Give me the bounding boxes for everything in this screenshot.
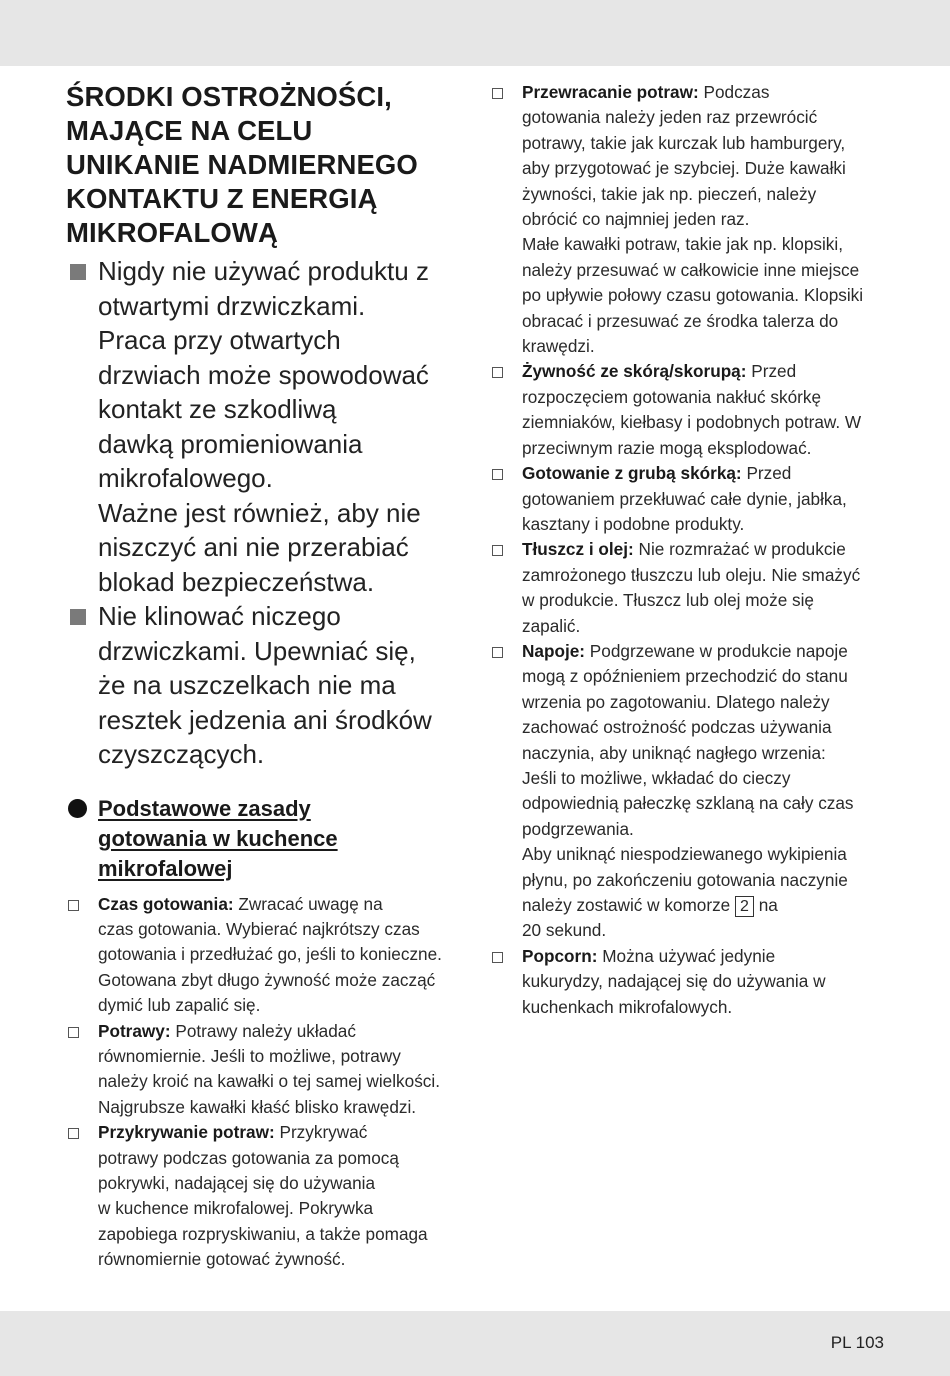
list-item: Tłuszcz i olej: Nie rozmrażać w produkcie zamrożonego tłuszczu lub oleju. Nie smażyć w produkcie. Tłuszcz lub olej może się zapalić. bbox=[490, 537, 888, 639]
item-term: Czas gotowania: bbox=[98, 893, 234, 914]
item-term: Przykrywanie potraw: bbox=[98, 1122, 275, 1143]
list-item: Przykrywanie potraw: Przykrywać potrawy podczas gotowania za pomocą pokrywki, nadającej się do używania w kuchence mikrofalowej. Pokrywka zapobiega rozpryskiwaniu, a także pomaga równomiernie gotować żywność. bbox=[66, 1120, 462, 1272]
right-column bbox=[490, 80, 888, 1020]
heading-line: KONTAKTU Z ENERGIĄ bbox=[66, 183, 378, 214]
cooking-rules-list bbox=[66, 892, 462, 1273]
warning-paragraph: Nie klinować niczego drzwiczkami. Upewniać się, że na uszczelkach nie ma resztek jedzenia ani środków czyszczących. bbox=[98, 601, 432, 769]
heading-line: ŚRODKI OSTROŻNOŚCI, bbox=[66, 81, 392, 112]
warning-list bbox=[66, 254, 462, 772]
checkbox-bullet-icon bbox=[492, 647, 503, 658]
item-term: Przewracanie potraw: bbox=[522, 82, 699, 102]
list-item: Gotowanie z grubą skórką: Przed gotowaniem przekłuwać całe dynie, jabłka, kasztany i podobne produkty. bbox=[490, 461, 888, 537]
chamber-number-badge: 2 bbox=[735, 896, 754, 917]
heading-line: MAJĄCE NA CELU bbox=[66, 115, 313, 146]
list-item: Czas gotowania: Zwracać uwagę na czas gotowania. Wybierać najkrótszy czas gotowania i przedłużać go, jeśli to konieczne. Gotowana zbyt długo żywność może zacząć dymić lub zapalić się. bbox=[66, 892, 462, 1019]
left-column bbox=[66, 80, 462, 1273]
item-term: Popcorn: bbox=[522, 945, 598, 966]
warning-item bbox=[66, 254, 462, 599]
list-item: Żywność ze skórą/skorupą: Przed rozpoczęciem gotowania nakłuć skórkę ziemniaków, kiełbasy i podobnych potraw. W przeciwnym razie mogą eksplodować. bbox=[490, 359, 888, 461]
item-term: Tłuszcz i olej: bbox=[522, 539, 634, 560]
footer-band bbox=[0, 1311, 950, 1376]
checkbox-bullet-icon bbox=[68, 1128, 79, 1139]
heading-line: MIKROFALOWĄ bbox=[66, 217, 278, 248]
checkbox-bullet-icon bbox=[492, 469, 503, 480]
checkbox-bullet-icon bbox=[492, 952, 503, 963]
checkbox-bullet-icon bbox=[492, 545, 503, 556]
item-term: Potrawy: bbox=[98, 1020, 171, 1041]
header-band bbox=[0, 0, 950, 66]
square-bullet-icon bbox=[70, 264, 86, 280]
checkbox-bullet-icon bbox=[492, 367, 503, 378]
list-item: Przewracanie potraw: Podczas gotowania należy jeden raz przewrócić potrawy, takie jak kurczak lub hamburgery, aby przygotować je szybciej. Duże kawałki żywności, takie jak np. pieczeń, należy obrócić co najmniej jeden raz. Małe kawałki potraw, takie jak np. klopsiki, należy przesuwać w całkowicie inne miejsce po upływie połowy czasu gotowania. Klopsiki obracać i przesuwać ze środka talerza do krawędzi. bbox=[490, 80, 888, 359]
page-number: PL 103 bbox=[830, 1333, 884, 1352]
warning-paragraph: Ważne jest również, aby nie niszczyć ani nie przerabiać blokad bezpieczeństwa. bbox=[98, 497, 421, 597]
list-item: Potrawy: Potrawy należy układać równomiernie. Jeśli to możliwe, potrawy należy kroić na kawałki o tej samej wielkości. Najgrubsze kawałki kłaść blisko krawędzi. bbox=[66, 1019, 462, 1121]
cooking-rules-list-continued bbox=[490, 80, 888, 1020]
circle-bullet-icon bbox=[68, 799, 87, 818]
warning-paragraph: Nigdy nie używać produktu z otwartymi drzwiczkami. Praca przy otwartych drzwiach może spowodować kontakt ze szkodliwą dawką promieniowania mikrofalowego. bbox=[98, 256, 429, 493]
list-item: Popcorn: Można używać jedynie kukurydzy, nadającej się do używania w kuchenkach mikrofalowych. bbox=[490, 944, 888, 1020]
checkbox-bullet-icon bbox=[68, 1027, 79, 1038]
item-term: Żywność ze skórą/skorupą: bbox=[522, 361, 747, 382]
subsection-title-line: Podstawowe zasady bbox=[98, 795, 311, 821]
checkbox-bullet-icon bbox=[68, 900, 79, 911]
section-heading bbox=[66, 80, 462, 250]
subsection-heading bbox=[66, 794, 462, 884]
item-term: Gotowanie z grubą skórką: bbox=[522, 463, 742, 484]
item-term: Napoje: bbox=[522, 640, 586, 661]
heading-line: UNIKANIE NADMIERNEGO bbox=[66, 149, 418, 180]
checkbox-bullet-icon bbox=[492, 88, 503, 99]
list-item: Napoje: Podgrzewane w produkcie napoje mogą z opóźnieniem przechodzić do stanu wrzenia po zagotowaniu. Dlatego należy zachować ostrożność podczas używania naczynia, aby uniknąć nagłego wrzenia: Jeśli to możliwe, wkładać do cieczy odpowiednią pałeczkę szklaną na cały czas podgrzewania. Aby uniknąć niespodziewanego wykipienia płynu, po zakończeniu gotowania naczynie należy zostawić w komorze 2 na 20 sekund. bbox=[490, 639, 888, 944]
warning-item bbox=[66, 599, 462, 772]
subsection-title-line: gotowania w kuchence bbox=[98, 825, 338, 851]
subsection-title-line: mikrofalowej bbox=[98, 855, 233, 881]
square-bullet-icon bbox=[70, 609, 86, 625]
